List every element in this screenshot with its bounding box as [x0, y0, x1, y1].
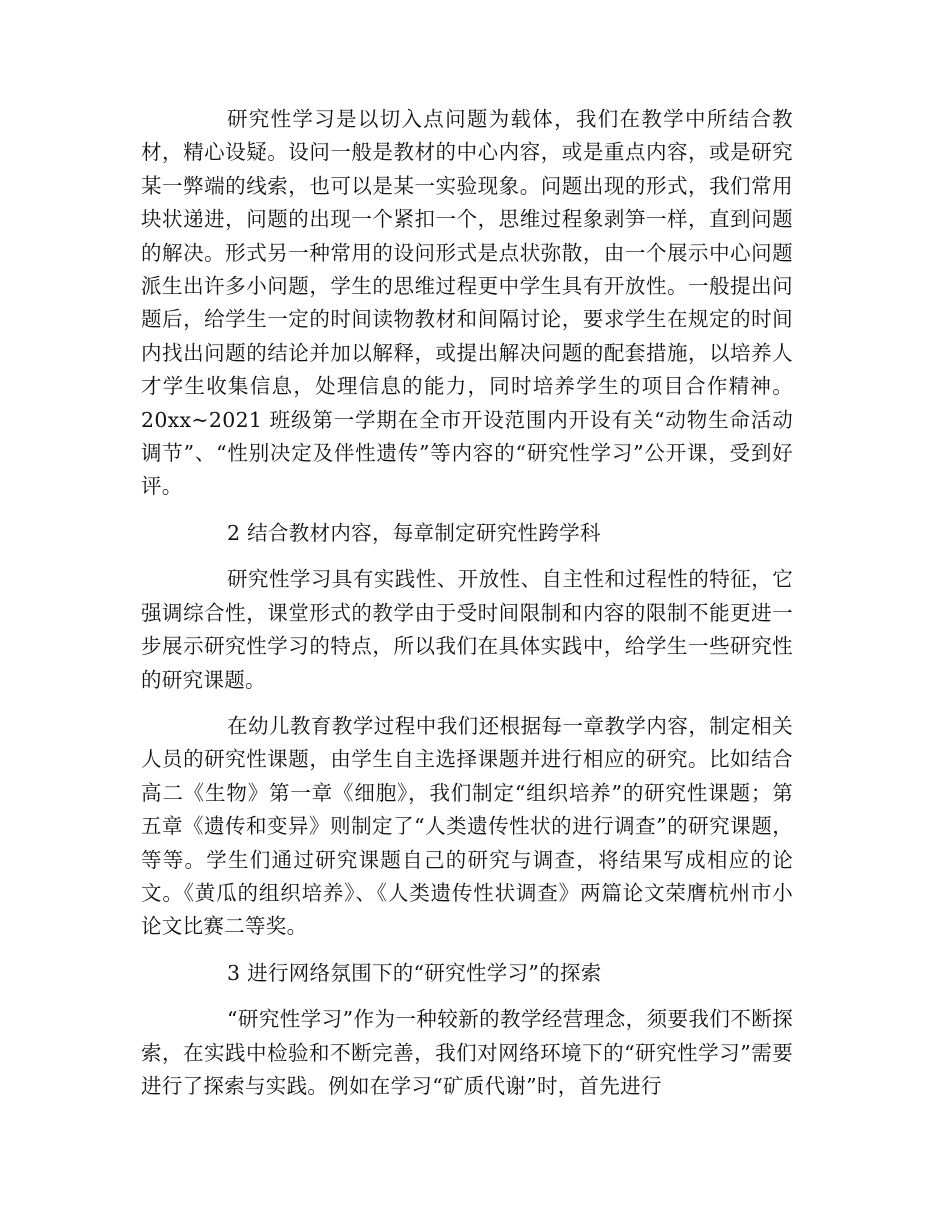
section-heading-3: 3 进行网络氛围下的“研究性学习”的探索 [227, 960, 602, 985]
paragraph-research-questions: 研究性学习是以切入点问题为载体，我们在教学中所结合教材，精心设疑。设问一般是教材的中心内容，或是重点内容，或是研究某一弊端的线索，也可以是某一实验现象。问题出现的形式，我们常用块状递进，问题的出现一个紧扣一个，思维过程象剥笋一样，直到问题的解决。形式另一种常用的设问形式是点状弥散，由一个展示中心问题派生出许多小问题，学生的思维过程更中学生具有开放性。一般提出问题后，给学生一定的时间读物教材和间隔讨论，要求学生在规定的时间内找出问题的结论并加以解释，或提出解决问题的配套措施，以培养人才学生收集信息，处理信息的能力，同时培养学生的项目合作精神。20xx~2021 班级第一学期在全市开设范围内开设有关“动物生命活动调节”、“性别决定及伴性遗传”等内容的“研究性学习”公开课，受到好评。 [141, 107, 793, 499]
section-heading-2: 2 结合教材内容，每章制定研究性跨学科 [227, 520, 601, 545]
paragraph-network-exploration: “研究性学习”作为一种较新的教学经营理念，须要我们不断探索，在实践中检验和不断完善，我们对网络环境下的“研究性学习”需要进行了探索与实践。例如在学习“矿质代谢”时，首先进行 [141, 1007, 793, 1098]
document-page [141, 103, 793, 1116]
paragraph-chapter-topics: 在幼儿教育教学过程中我们还根据每一章教学内容，制定相关人员的研究性课题，由学生自主选择课题并进行相应的研究。比如结合高二《生物》第一章《细胞》，我们制定“组织培养”的研究性课题；第五章《遗传和变异》则制定了“人类遗传性状的进行调查”的研究课题，等等。学生们通过研究课题自己的研究与调查，将结果写成相应的论文。《黄瓜的组织培养》、《人类遗传性状调查》两篇论文荣膺杭州市小论文比赛二等奖。 [141, 713, 793, 939]
paragraph-research-features: 研究性学习具有实践性、开放性、自主性和过程性的特征，它强调综合性，课堂形式的教学由于受时间限制和内容的限制不能更进一步展示研究性学习的特点，所以我们在具体实践中，给学生一些研究性的研究课题。 [141, 567, 793, 692]
